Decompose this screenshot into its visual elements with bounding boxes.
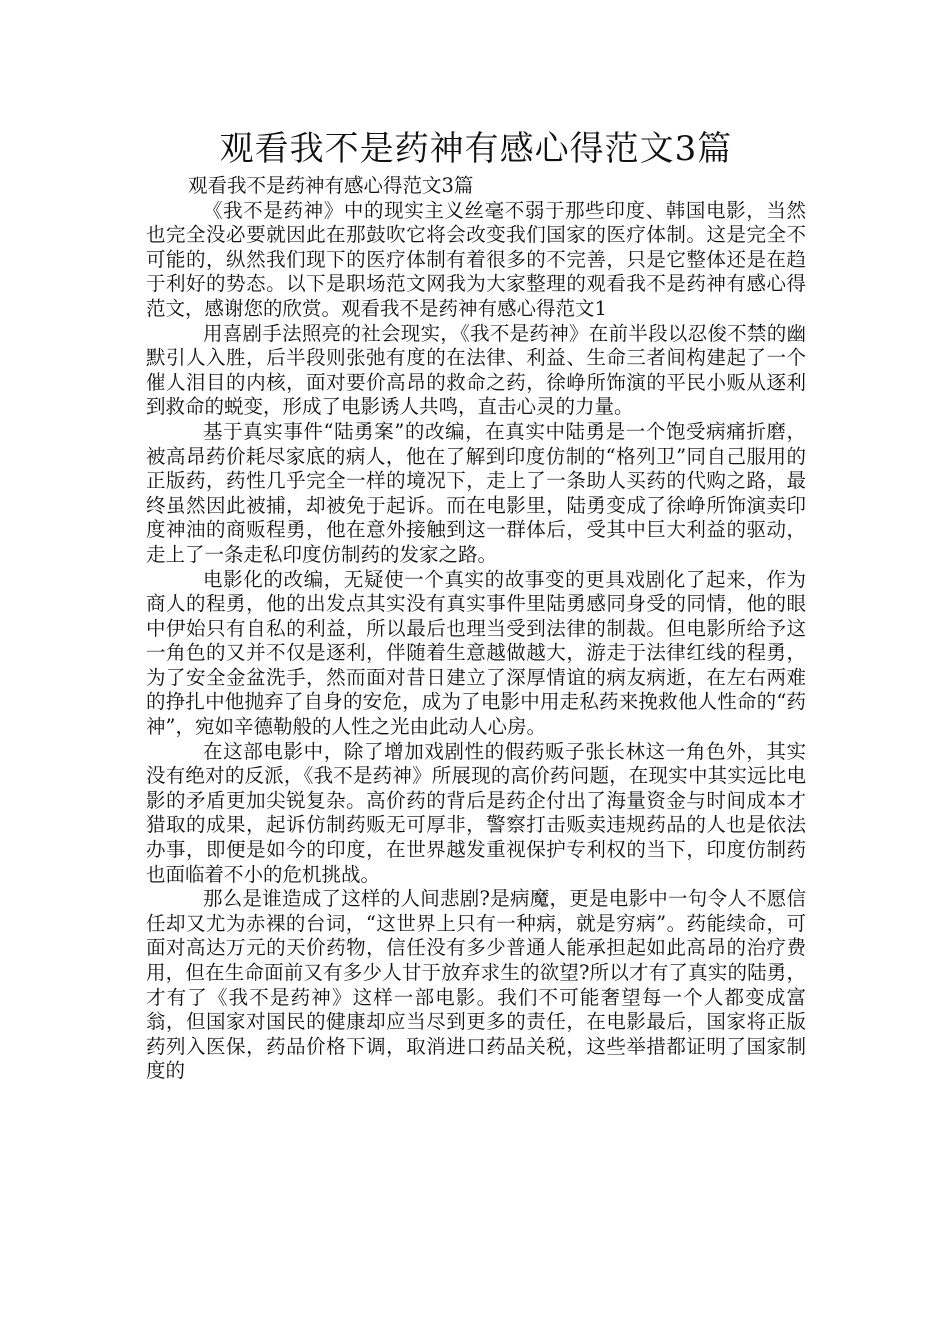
document-title: 观看我不是药神有感心得范文3篇 <box>219 129 733 169</box>
paragraph-6: 那么是谁造成了这样的人间悲剧?是病魔，更是电影中一句令人不愿信任却又尤为赤裸的台词，“这世界上只有一种病，就是穷病”。药能续命，可面对高达万元的天价药物，信任没有多少普通人能承担起如此高昂的治疗费用，但在生命面前又有多少人甘于放弃求生的欲望?所以才有了真实的陆勇，才有了《我不是药神》这样一部电影。我们不可能奢望每一个人都变成富翁，但国家对国民的健康却应当尽到更多的责任，在电影最后，国家将正版药列入医保，药品价格下调，取消进口药品关税，这些举措都证明了国家制度的 <box>146 887 806 1083</box>
paragraph-5: 在这部电影中，除了增加戏剧性的假药贩子张长林这一角色外，其实没有绝对的反派，《我不是药神》所展现的高价药问题，在现实中其实远比电影的矛盾更加尖锐复杂。高价药的背后是药企付出了海量资金与时间成本才猎取的成果，起诉仿制药贩无可厚非，警察打击贩卖违规药品的人也是依法办事，即便是如今的印度，在世界越发重视保护专利权的当下，印度仿制药也面临着不小的危机挑战。 <box>146 739 806 886</box>
paragraph-2: 用喜剧手法照亮的社会现实，《我不是药神》在前半段以忍俊不禁的幽默引人入胜，后半段则张弛有度的在法律、利益、生命三者间构建起了一个催人泪目的内核，面对要价高昂的救命之药，徐峥所饰演的平民小贩从逐利到救命的蜕变，形成了电影诱人共鸣，直击心灵的力量。 <box>146 321 806 419</box>
document-subtitle: 观看我不是药神有感心得范文3篇 <box>188 174 474 197</box>
paragraph-intro: 《我不是药神》中的现实主义丝毫不弱于那些印度、韩国电影，当然也完全没必要就因此在那鼓吹它将会改变我们国家的医疗体制。这是完全不可能的，纵然我们现下的医疗体制有着很多的不完善，只是它整体还是在趋于利好的势态。以下是职场范文网我为大家整理的观看我不是药神有感心得范文，感谢您的欣赏。观看我不是药神有感心得范文1 <box>146 198 806 320</box>
paragraph-4: 电影化的改编，无疑使一个真实的故事变的更具戏剧化了起来，作为商人的程勇，他的出发点其实没有真实事件里陆勇感同身受的同情，他的眼中伊始只有自私的利益，所以最后也理当受到法律的制裁。但电影所给予这一角色的又并不仅是逐利，伴随着生意越做越大，游走于法律红线的程勇，为了安全金盆洗手，然而面对昔日建立了深厚情谊的病友病逝，在左右两难的挣扎中他抛弃了自身的安危，成为了电影中用走私药来挽救他人性命的“药神”，宛如辛德勒般的人性之光由此动人心房。 <box>146 567 806 739</box>
document-body <box>146 174 806 1084</box>
paragraph-3: 基于真实事件“陆勇案”的改编，在真实中陆勇是一个饱受病痛折磨，被高昂药价耗尽家底的病人，他在了解到印度仿制的“格列卫”同自己服用的正版药，药性几乎完全一样的境况下，走上了一条助人买药的代购之路，最终虽然因此被捕，却被免于起诉。而在电影里，陆勇变成了徐峥所饰演卖印度神油的商贩程勇，他在意外接触到这一群体后，受其中巨大利益的驱动，走上了一条走私印度仿制药的发家之路。 <box>146 419 806 566</box>
